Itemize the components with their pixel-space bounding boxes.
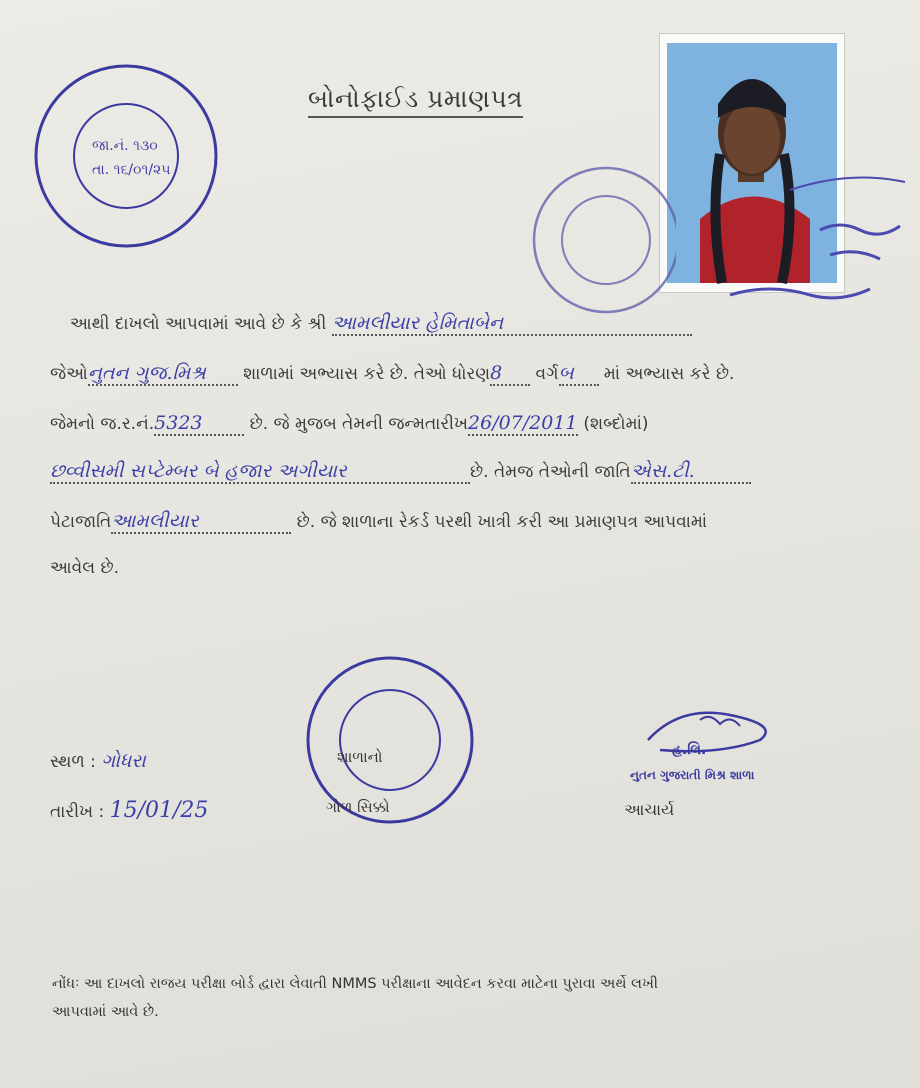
date-label: તારીખ :: [50, 802, 105, 822]
line3-prefix: જેમનો જ.ર.નં.: [50, 414, 155, 434]
line2-end: માં અભ્યાસ કરે છે.: [603, 364, 735, 384]
school-seal-label: શાળાનો: [337, 748, 383, 766]
line4-mid: છે. તેમજ તેઓની જાતિ: [470, 462, 631, 482]
line-4: [50, 460, 751, 484]
school-stamp-top-left: [28, 58, 228, 258]
school-seal-label-2: ગોળ સિક્કો: [326, 798, 390, 816]
stamp-inward-no: જા.નં. ૧૩૦: [92, 138, 158, 154]
caste-field: એસ.ટી.: [631, 460, 751, 484]
line1-prefix: આથી દાખલો આપવામાં આવે છે કે શ્રી: [70, 314, 327, 334]
line-1: [70, 312, 692, 336]
principal-signature: [640, 700, 790, 760]
place-value: ગોધરા: [101, 750, 146, 772]
note-line-1: નોંધઃ આ દાખલો રાજય પરીક્ષા બોર્ડ દ્વારા લેવાતી NMMS પરીક્ષાના આવેદન કરવા માટેના પુરાવા અર્થે લખી: [52, 976, 659, 992]
line3-end: (શબ્દોમાં): [583, 414, 649, 434]
line-2: [50, 362, 734, 386]
school-stamp-photo: [526, 150, 676, 330]
principal-abbr: હ.લિ.: [672, 742, 707, 758]
principal-school-stamp: નુતન ગુજરાતી મિશ્ર શાળા: [630, 768, 755, 782]
date-value: 15/01/25: [109, 798, 209, 823]
line2-prefix: જેઓ: [50, 364, 88, 384]
birth-date-words-field: છવ્વીસમી સપ્ટેમ્બર બે હજાર અગીયાર: [50, 460, 470, 484]
line5-end: છે. જે શાળાના રેકર્ડ પરથી ખાત્રી કરી આ પ્રમાણપત્ર આપવામાં: [296, 512, 708, 532]
stamp-inward-date: તા. ૧૬/૦૧/૨૫: [92, 162, 171, 178]
standard-field: 8: [490, 362, 530, 386]
gr-number-field: 5323: [154, 412, 244, 436]
place-row: [50, 750, 146, 772]
note-line-2: આપવામાં આવે છે.: [52, 1004, 159, 1020]
division-field: બ: [559, 362, 599, 386]
principal-label: આચાર્ય: [624, 800, 675, 819]
attestation-scribble: [700, 160, 918, 330]
line-5: [50, 510, 707, 534]
line5-prefix: પેટાજાતિ: [50, 512, 112, 532]
certificate-title: બોનોફાઈડ પ્રમાણપત્ર: [308, 84, 523, 118]
birth-date-field: 26/07/2011: [468, 412, 578, 434]
line-3: [50, 412, 649, 436]
line-6: આવેલ છે.: [50, 558, 120, 578]
line2-mid: શાળામાં અભ્યાસ કરે છે. તેઓ ધોરણ: [243, 364, 491, 384]
line3-mid: છે. જે મુજબ તેમની જન્મતારીખ: [249, 414, 469, 434]
place-label: સ્થળ :: [50, 752, 96, 772]
student-name-field: આમલીયાર હેમિતાબેન: [332, 312, 692, 336]
date-row: [50, 798, 208, 823]
school-name-field: નુતન ગુજ.મિશ્ર: [88, 362, 238, 386]
line2-class: વર્ગ: [535, 364, 559, 384]
sub-caste-field: આમલીયાર: [111, 510, 291, 534]
